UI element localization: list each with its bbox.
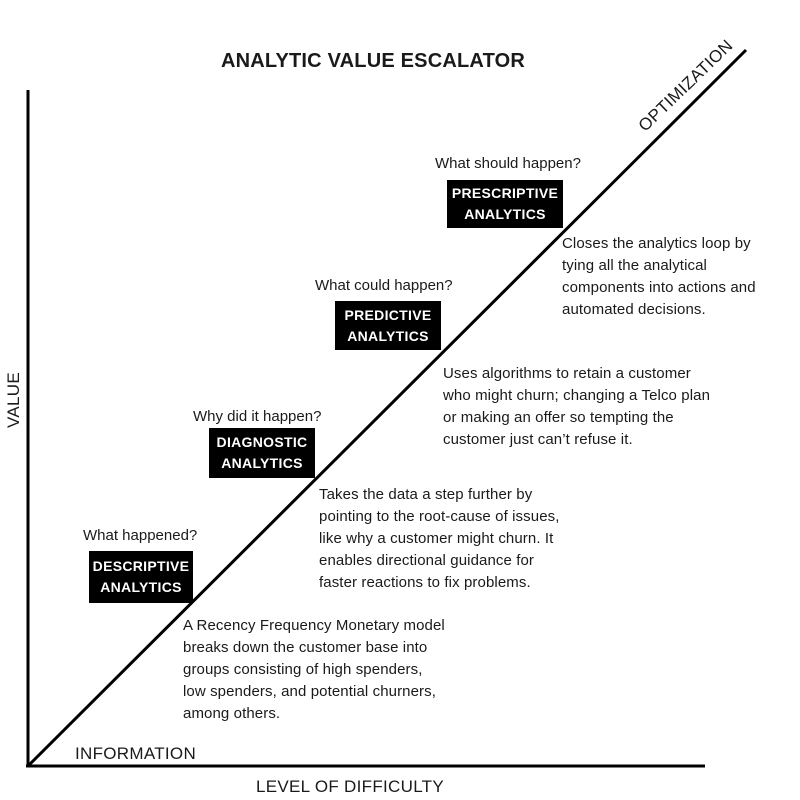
y-axis-label: VALUE bbox=[4, 372, 23, 428]
diagnostic-question: Why did it happen? bbox=[193, 408, 322, 425]
origin-label: INFORMATION bbox=[75, 744, 197, 763]
predictive-box-line1: PREDICTIVE bbox=[344, 306, 432, 323]
predictive-description bbox=[443, 363, 710, 451]
diagnostic-analytics-box bbox=[209, 428, 315, 478]
predictive-desc-line: Uses algorithms to retain a customer bbox=[443, 365, 691, 382]
descriptive-desc-line: breaks down the customer base into bbox=[183, 639, 428, 656]
diagnostic-desc-line: pointing to the root-cause of issues, bbox=[319, 508, 560, 525]
predictive-analytics-box bbox=[335, 301, 441, 350]
x-axis-label: LEVEL OF DIFFICULTY bbox=[256, 777, 445, 796]
prescriptive-desc-line: Closes the analytics loop by bbox=[562, 235, 751, 252]
predictive-question: What could happen? bbox=[315, 277, 453, 294]
apex-label: OPTIMIZATION bbox=[634, 36, 737, 136]
prescriptive-desc-line: automated decisions. bbox=[562, 301, 706, 318]
descriptive-desc-line: low spenders, and potential churners, bbox=[183, 683, 437, 700]
diagnostic-desc-line: enables directional guidance for bbox=[319, 552, 535, 569]
diagnostic-desc-line: like why a customer might churn. It bbox=[319, 530, 554, 547]
prescriptive-analytics-box bbox=[447, 180, 563, 228]
prescriptive-description bbox=[562, 233, 756, 321]
descriptive-description bbox=[183, 615, 445, 725]
descriptive-desc-line: A Recency Frequency Monetary model bbox=[183, 617, 445, 634]
prescriptive-desc-line: tying all the analytical bbox=[562, 257, 707, 274]
predictive-desc-line: or making an offer so tempting the bbox=[443, 409, 674, 426]
predictive-box-line2: ANALYTICS bbox=[347, 327, 429, 344]
descriptive-analytics-box bbox=[89, 551, 193, 603]
prescriptive-box-line1: PRESCRIPTIVE bbox=[451, 185, 559, 201]
descriptive-box-line1: DESCRIPTIVE bbox=[92, 558, 190, 574]
predictive-desc-line: who might churn; changing a Telco plan bbox=[443, 387, 711, 404]
diagnostic-desc-line: faster reactions to fix problems. bbox=[319, 574, 531, 591]
prescriptive-desc-line: components into actions and bbox=[562, 279, 756, 296]
diagnostic-description bbox=[319, 484, 560, 594]
prescriptive-question: What should happen? bbox=[435, 155, 581, 172]
descriptive-question: What happened? bbox=[83, 527, 198, 544]
diagnostic-box-line1: DIAGNOSTIC bbox=[216, 434, 308, 450]
diagnostic-desc-line: Takes the data a step further by bbox=[319, 486, 533, 503]
chart-title: ANALYTIC VALUE ESCALATOR bbox=[220, 50, 526, 72]
descriptive-desc-line: among others. bbox=[183, 705, 281, 722]
prescriptive-box-line2: ANALYTICS bbox=[464, 206, 546, 222]
predictive-desc-line: customer just can’t refuse it. bbox=[443, 431, 633, 448]
descriptive-desc-line: groups consisting of high spenders, bbox=[183, 661, 423, 678]
diagnostic-box-line2: ANALYTICS bbox=[221, 455, 303, 471]
descriptive-box-line2: ANALYTICS bbox=[100, 579, 182, 595]
